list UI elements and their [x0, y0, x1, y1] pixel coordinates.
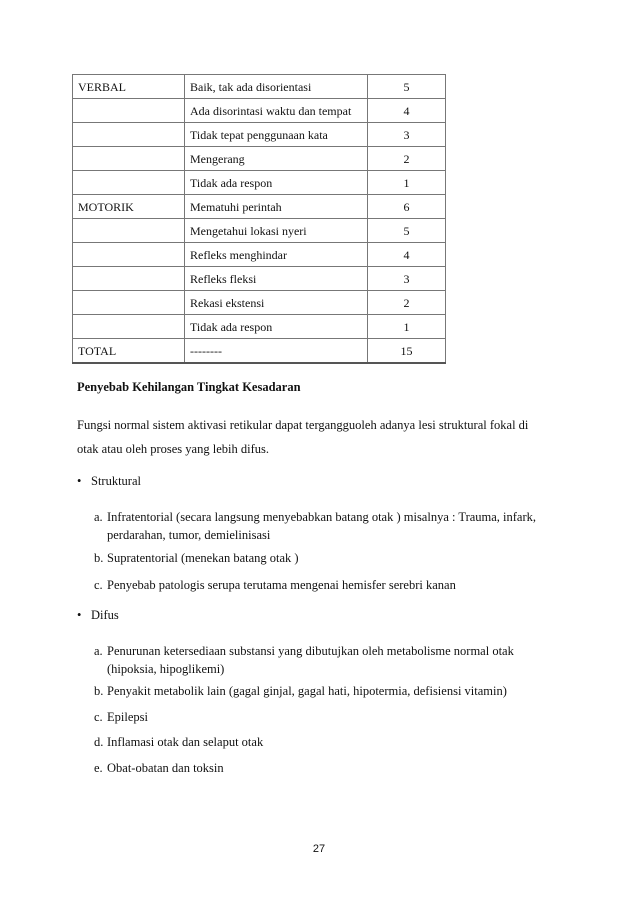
table-cell-response: Mengetahui lokasi nyeri: [185, 219, 368, 243]
list-text: Infratentorial (secara langsung menyebabkan batang otak ) misalnya : Trauma, infark, perdarahan, tumor, demielinisasi: [107, 510, 537, 542]
table-cell-category: [73, 267, 185, 291]
table-cell-response: Tidak ada respon: [185, 171, 368, 195]
table-cell-score: 5: [368, 75, 446, 99]
gcs-score-table: [72, 74, 446, 364]
bullet-label: Difus: [91, 608, 119, 622]
table-cell-score: 4: [368, 243, 446, 267]
bullet-label: Struktural: [91, 474, 141, 488]
table-cell-score: 6: [368, 195, 446, 219]
table-cell-score: 3: [368, 267, 446, 291]
table-cell-score: 5: [368, 219, 446, 243]
table-cell-response: Tidak tepat penggunaan kata: [185, 123, 368, 147]
intro-paragraph: [77, 413, 557, 461]
table-cell-response: Tidak ada respon: [185, 315, 368, 339]
table-cell-score: 2: [368, 291, 446, 315]
bullet-icon: •: [77, 608, 82, 622]
table-cell-score: 3: [368, 123, 446, 147]
list-item: [94, 549, 564, 567]
paragraph-line: Fungsi normal sistem aktivasi retikular dapat tergangguoleh adanya lesi struktural fokal di: [77, 418, 529, 432]
table-cell-response: Refleks fleksi: [185, 267, 368, 291]
table-row: [73, 195, 446, 219]
page-number: 27: [312, 843, 326, 855]
list-marker: a.: [94, 644, 103, 658]
table-row: [73, 147, 446, 171]
table-row: [73, 243, 446, 267]
list-marker: b.: [94, 551, 104, 565]
list-text: Penyakit metabolik lain (gagal ginjal, gagal hati, hipotermia, defisiensi vitamin): [107, 684, 507, 698]
list-marker: d.: [94, 735, 104, 749]
table-cell-category: [73, 171, 185, 195]
list-marker: c.: [94, 578, 103, 592]
list-text: Epilepsi: [107, 710, 148, 724]
table-cell-category: [73, 99, 185, 123]
table-cell-response: Rekasi ekstensi: [185, 291, 368, 315]
list-item: [94, 642, 564, 678]
table-cell-response: Mengerang: [185, 147, 368, 171]
list-text: Supratentorial (menekan batang otak ): [107, 551, 299, 565]
table-row: [73, 123, 446, 147]
table-cell-score: 4: [368, 99, 446, 123]
table-cell-score: 15: [368, 339, 446, 364]
table-cell-score: 1: [368, 315, 446, 339]
table-cell-response: --------: [185, 339, 368, 364]
list-item: [94, 508, 564, 544]
list-text: Penyebab patologis serupa terutama mengenai hemisfer serebri kanan: [107, 578, 456, 592]
table-cell-response: Refleks menghindar: [185, 243, 368, 267]
table-cell-score: 1: [368, 171, 446, 195]
table-cell-category: VERBAL: [73, 75, 185, 99]
table-row: [73, 99, 446, 123]
table-cell-category: [73, 123, 185, 147]
list-marker: c.: [94, 710, 103, 724]
table-row: [73, 219, 446, 243]
bullet-struktural: [77, 474, 141, 489]
list-item: [94, 708, 564, 726]
bullet-difus: [77, 608, 119, 623]
list-item: [94, 733, 564, 751]
table-row: [73, 171, 446, 195]
table-cell-response: Ada disorintasi waktu dan tempat: [185, 99, 368, 123]
list-text: Inflamasi otak dan selaput otak: [107, 735, 264, 749]
table-cell-category: MOTORIK: [73, 195, 185, 219]
list-item: [94, 759, 564, 777]
table-cell-response: Baik, tak ada disorientasi: [185, 75, 368, 99]
list-marker: b.: [94, 684, 104, 698]
list-text: Penurunan ketersediaan substansi yang dibutujkan oleh metabolisme normal otak (hipoksia, hipoglikemi): [107, 644, 514, 676]
table-row: [73, 75, 446, 99]
table-row: [73, 339, 446, 364]
list-text: Obat-obatan dan toksin: [107, 761, 224, 775]
table-cell-category: [73, 291, 185, 315]
paragraph-line: otak atau oleh proses yang lebih difus.: [77, 442, 269, 456]
table-cell-category: [73, 147, 185, 171]
table-row: [73, 291, 446, 315]
list-marker: e.: [94, 761, 103, 775]
list-item: [94, 682, 564, 700]
bullet-icon: •: [77, 474, 82, 488]
table-cell-score: 2: [368, 147, 446, 171]
table-cell-response: Mematuhi perintah: [185, 195, 368, 219]
list-item: [94, 576, 564, 594]
table-cell-category: TOTAL: [73, 339, 185, 364]
table-row: [73, 315, 446, 339]
table-row: [73, 267, 446, 291]
table-cell-category: [73, 243, 185, 267]
list-marker: a.: [94, 510, 103, 524]
table-cell-category: [73, 315, 185, 339]
table-cell-category: [73, 219, 185, 243]
section-heading: Penyebab Kehilangan Tingkat Kesadaran: [77, 380, 301, 394]
